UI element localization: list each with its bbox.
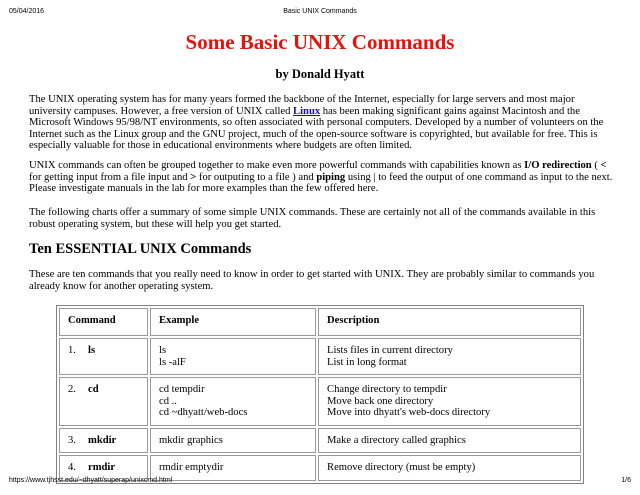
description-line: Change directory to tempdir (327, 384, 447, 395)
example-cell (150, 377, 316, 426)
description-cell (318, 455, 581, 481)
command-name: rmdir (88, 462, 116, 473)
intro-text-2: has been making significant gains against Macintosh and the Microsoft Windows 95/98/NT environments, so often associated with personal computers. Developed by a number of volunteers on the Internet such as the Linux group and the GNU project, much of the open-source software is copyrighted, but available for free. This is especially valuable for those in educational environments where budgets are often limited. (29, 105, 604, 151)
command-cell (59, 428, 148, 454)
example-line: mkdir graphics (159, 434, 223, 446)
table-row (59, 338, 581, 375)
table-row (59, 377, 581, 426)
example-cell (150, 338, 316, 375)
description-line: Remove directory (must be empty) (327, 462, 476, 473)
example-line: cd ~dhyatt/web-docs (159, 407, 248, 418)
example-line: cd tempdir (159, 384, 205, 395)
ten-commands-paragraph: These are ten commands that you really need to know in order to get started with UNIX. They are probably similar to commands you already know for another operating system. (29, 269, 595, 292)
greater-than-symbol: > (190, 171, 197, 183)
header-description: Description (318, 308, 581, 336)
commands-table (56, 305, 584, 484)
example-line: ls (159, 345, 167, 356)
row-number: 2. (68, 384, 76, 395)
command-name: mkdir (88, 434, 117, 446)
row-number: 3. (68, 434, 76, 446)
section-heading: Ten ESSENTIAL UNIX Commands (29, 241, 252, 257)
row-number: 4. (68, 462, 76, 473)
row-number: 1. (68, 345, 76, 356)
header-command: Command (59, 308, 148, 336)
linux-link[interactable]: Linux (293, 105, 321, 117)
less-than-symbol: < (600, 160, 607, 171)
description-line: Move into dhyatt's web-docs directory (327, 407, 491, 418)
redir-text-c: ( (591, 160, 601, 171)
byline: by Donald Hyatt (275, 67, 365, 81)
example-cell (150, 455, 316, 481)
redir-text-g: for outputing to a file ) and (196, 171, 317, 183)
print-header-title: Basic UNIX Commands (283, 8, 357, 15)
print-footer-url: https://www.tjhsst.edu/~dhyatt/superap/unixcmd.html (9, 477, 173, 484)
intro-text-1: The UNIX operating system has for many years formed the backbone of the Internet, especially for large servers and most major university campuses. However, a free version of UNIX called (29, 94, 575, 117)
command-name: cd (88, 384, 99, 395)
example-line: rmdir emptydir (159, 462, 224, 473)
description-cell (318, 377, 581, 426)
description-line: Make a directory called graphics (327, 434, 466, 446)
print-footer-page: 1/6 (621, 477, 631, 484)
example-line: cd .. (159, 395, 177, 407)
charts-paragraph: The following charts offer a summary of some simple UNIX commands. These are certainly not all of the commands available in this robust operating system, but these will help you get started. (29, 207, 596, 230)
example-cell (150, 428, 316, 454)
io-redirection-term: I/O redirection (524, 160, 592, 171)
page-title: Some Basic UNIX Commands (185, 30, 455, 54)
description-line: Move back one directory (327, 395, 434, 407)
command-cell (59, 338, 148, 375)
description-line: Lists files in current directory (327, 345, 453, 356)
intro-paragraph (29, 94, 619, 152)
header-example: Example (150, 308, 316, 336)
redir-text-i: using | to feed the output of one command as input to the next. Please investigate manuals in the lab for more examples than the few offered here. (29, 171, 613, 194)
print-header-date: 05/04/2016 (9, 8, 45, 15)
table-header-row (59, 308, 581, 336)
redir-text-a: UNIX commands can often be grouped together to make even more powerful commands with capabilities known as (29, 160, 525, 171)
redirection-paragraph (29, 160, 619, 195)
example-line: ls -alF (159, 356, 186, 368)
description-cell (318, 428, 581, 454)
description-cell (318, 338, 581, 375)
redir-text-e: for getting input from a file input and (29, 171, 191, 183)
command-cell (59, 377, 148, 426)
description-line: List in long format (327, 356, 407, 368)
table-row (59, 428, 581, 454)
piping-term: piping (316, 171, 346, 183)
command-name: ls (88, 345, 96, 356)
